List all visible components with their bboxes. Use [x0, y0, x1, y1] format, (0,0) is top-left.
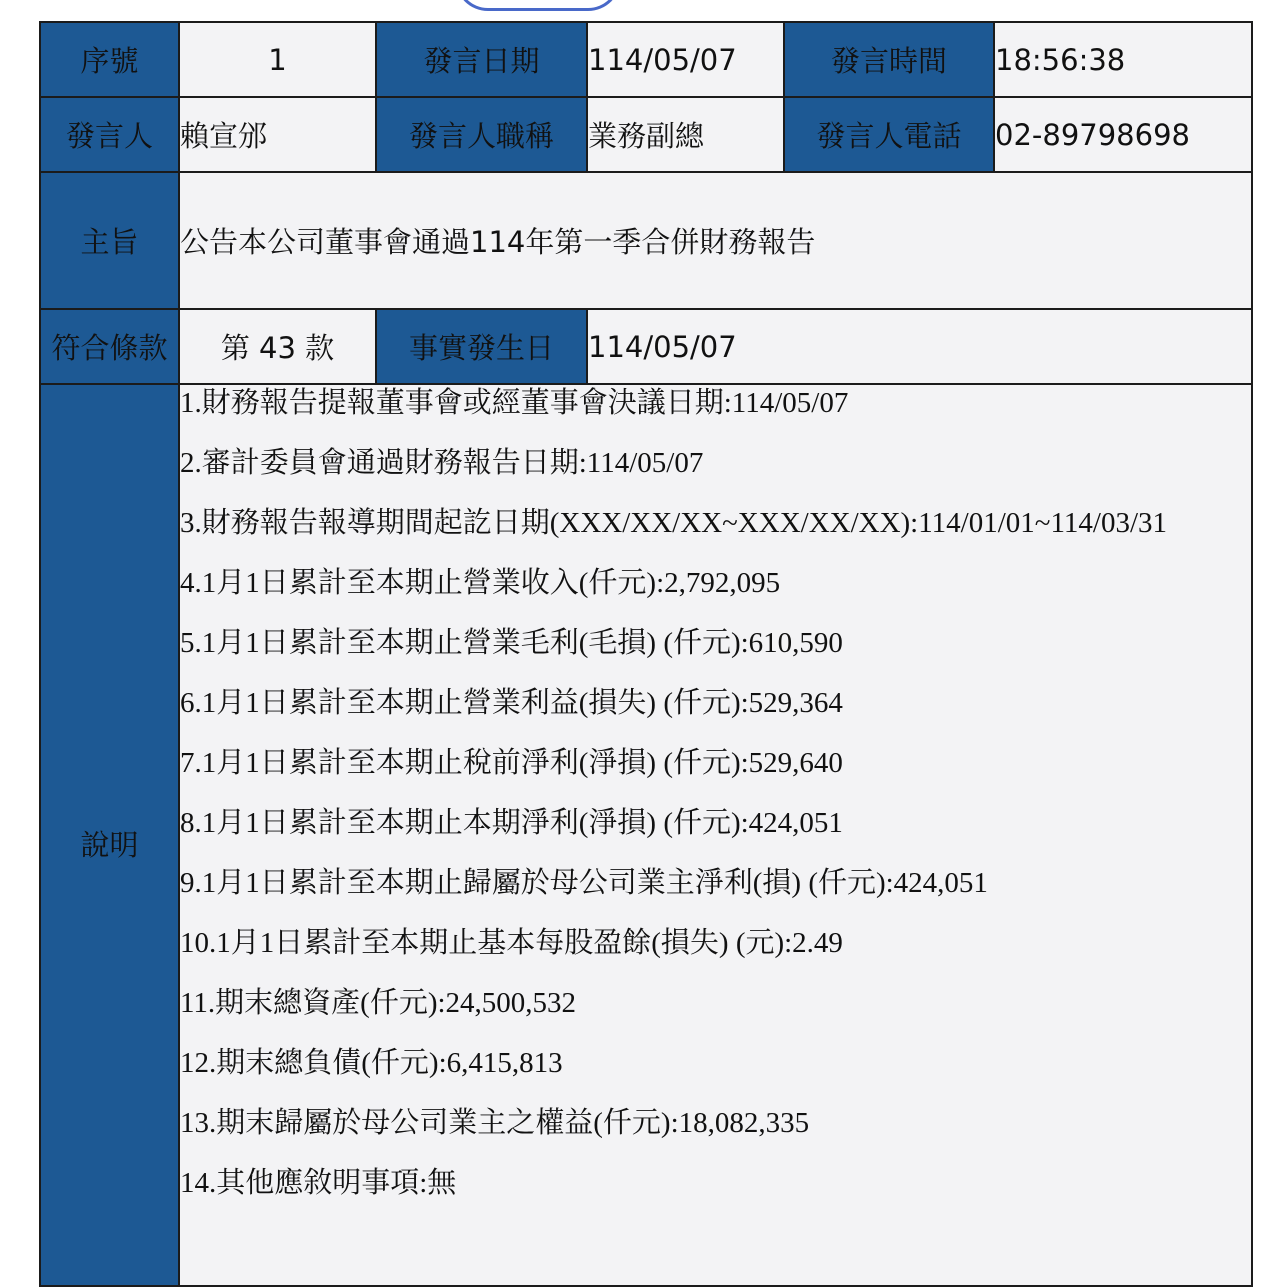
list-item: 1.財務報告提報董事會或經董事會決議日期:114/05/07 [180, 387, 849, 419]
description-body [179, 384, 1252, 1286]
speaker-phone-value: 02-89798698 [994, 97, 1252, 172]
speaker-phone-label: 發言人電話 [784, 97, 994, 172]
seq-value: 1 [179, 22, 376, 97]
description-label: 說明 [80, 828, 139, 862]
time-label: 發言時間 [784, 22, 994, 97]
list-item: 2.審計委員會通過財務報告日期:114/05/07 [180, 447, 704, 479]
list-item: 4.1月1日累計至本期止營業收入(仟元):2,792,095 [180, 567, 781, 599]
list-item: 5.1月1日累計至本期止營業毛利(毛損) (仟元):610,590 [180, 627, 843, 659]
header-row [40, 22, 1252, 97]
subject-value: 公告本公司董事會通過114年第一季合併財務報告 [179, 172, 1252, 309]
list-item: 9.1月1日累計至本期止歸屬於母公司業主淨利(損) (仟元):424,051 [180, 867, 988, 899]
fact-date-label: 事實發生日 [376, 309, 587, 384]
top-clipped-fragment [455, 0, 621, 11]
list-item: 11.期末總資產(仟元):24,500,532 [180, 987, 577, 1019]
clause-row [40, 309, 1252, 384]
date-label: 發言日期 [376, 22, 587, 97]
clause-label: 符合條款 [40, 309, 179, 384]
list-item: 3.財務報告報導期間起訖日期(XXX/XX/XX~XXX/XX/XX):114/01/01~114/03/31 [180, 507, 1168, 539]
subject-label: 主旨 [40, 172, 179, 309]
date-value: 114/05/07 [587, 22, 784, 97]
speaker-title-value: 業務副總 [587, 97, 784, 172]
list-item: 7.1月1日累計至本期止稅前淨利(淨損) (仟元):529,640 [180, 747, 843, 779]
speaker-value: 賴宣邠 [179, 97, 376, 172]
description-label-cell [40, 384, 179, 1286]
list-item: 8.1月1日累計至本期止本期淨利(淨損) (仟元):424,051 [180, 807, 843, 839]
subject-row [40, 172, 1252, 309]
list-item: 6.1月1日累計至本期止營業利益(損失) (仟元):529,364 [180, 687, 843, 719]
list-item: 10.1月1日累計至本期止基本每股盈餘(損失) (元):2.49 [180, 927, 843, 959]
list-item: 13.期末歸屬於母公司業主之權益(仟元):18,082,335 [180, 1107, 810, 1139]
list-item: 14.其他應敘明事項:無 [180, 1167, 457, 1199]
description-row [40, 384, 1252, 1286]
clause-value: 第 43 款 [179, 309, 376, 384]
fact-date-value: 114/05/07 [587, 309, 1252, 384]
speaker-row [40, 97, 1252, 172]
announcement-table [39, 21, 1253, 1287]
speaker-title-label: 發言人職稱 [376, 97, 587, 172]
seq-label: 序號 [40, 22, 179, 97]
speaker-label: 發言人 [40, 97, 179, 172]
list-item: 12.期末總負債(仟元):6,415,813 [180, 1047, 563, 1079]
time-value: 18:56:38 [994, 22, 1252, 97]
